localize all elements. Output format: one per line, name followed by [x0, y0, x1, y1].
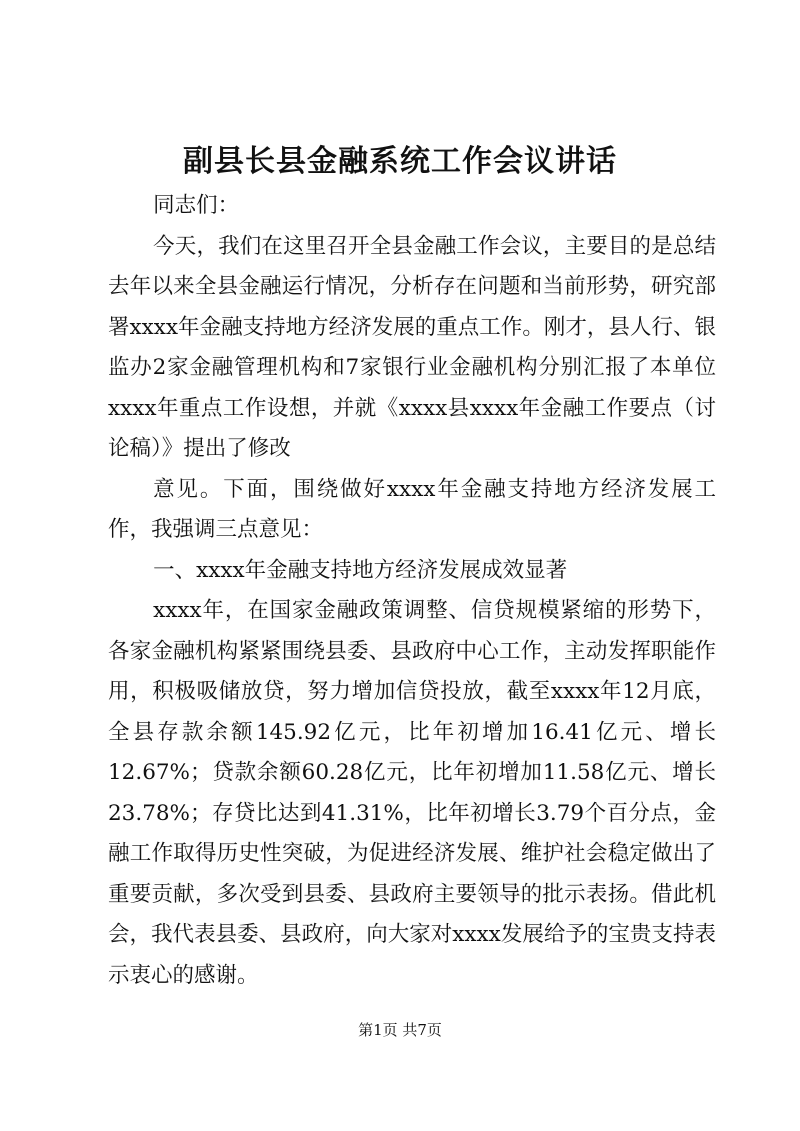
continuation-paragraph: 意见。下面，围绕做好xxxx年金融支持地方经济发展工作，我强调三点意见：	[108, 476, 716, 542]
results-paragraph: xxxx年，在国家金融政策调整、信贷规模紧缩的形势下，各家金融机构紧紧围绕县委、县政府中心工作，主动发挥职能作用，积极吸储放贷，努力增加信贷投放，截至xxxx年12月底，全县存款余额145.92亿元，比年初增加16.41亿元、增长12.67%；贷款余额60.28亿元，比年初增加11.58亿元、增长23.78%；存贷比达到41.31%，比年初增长3.79个百分点，金融工作取得历史性突破，为促进经济发展、维护社会稳定做出了重要贡献，多次受到县委、县政府主要领导的批示表扬。借此机会，我代表县委、县政府，向大家对xxxx发展给予的宝贵支持表示衷心的感谢。	[108, 598, 716, 988]
document-body	[108, 186, 716, 996]
intro-paragraph: 今天，我们在这里召开全县金融工作会议，主要目的是总结去年以来全县金融运行情况，分析存在问题和当前形势，研究部署xxxx年金融支持地方经济发展的重点工作。刚才，县人行、银监办2家金融管理机构和7家银行业金融机构分别汇报了本单位xxxx年重点工作设想，并就《xxxx县xxxx年金融工作要点（讨论稿）》提出了修改	[108, 233, 716, 461]
page-number-footer: 第1页 共7页	[358, 1021, 442, 1039]
document-title: 副县长县金融系统工作会议讲话	[183, 144, 617, 179]
section-heading: 一、xxxx年金融支持地方经济发展成效显著	[153, 557, 568, 583]
salutation-paragraph: 同志们：	[153, 193, 240, 218]
